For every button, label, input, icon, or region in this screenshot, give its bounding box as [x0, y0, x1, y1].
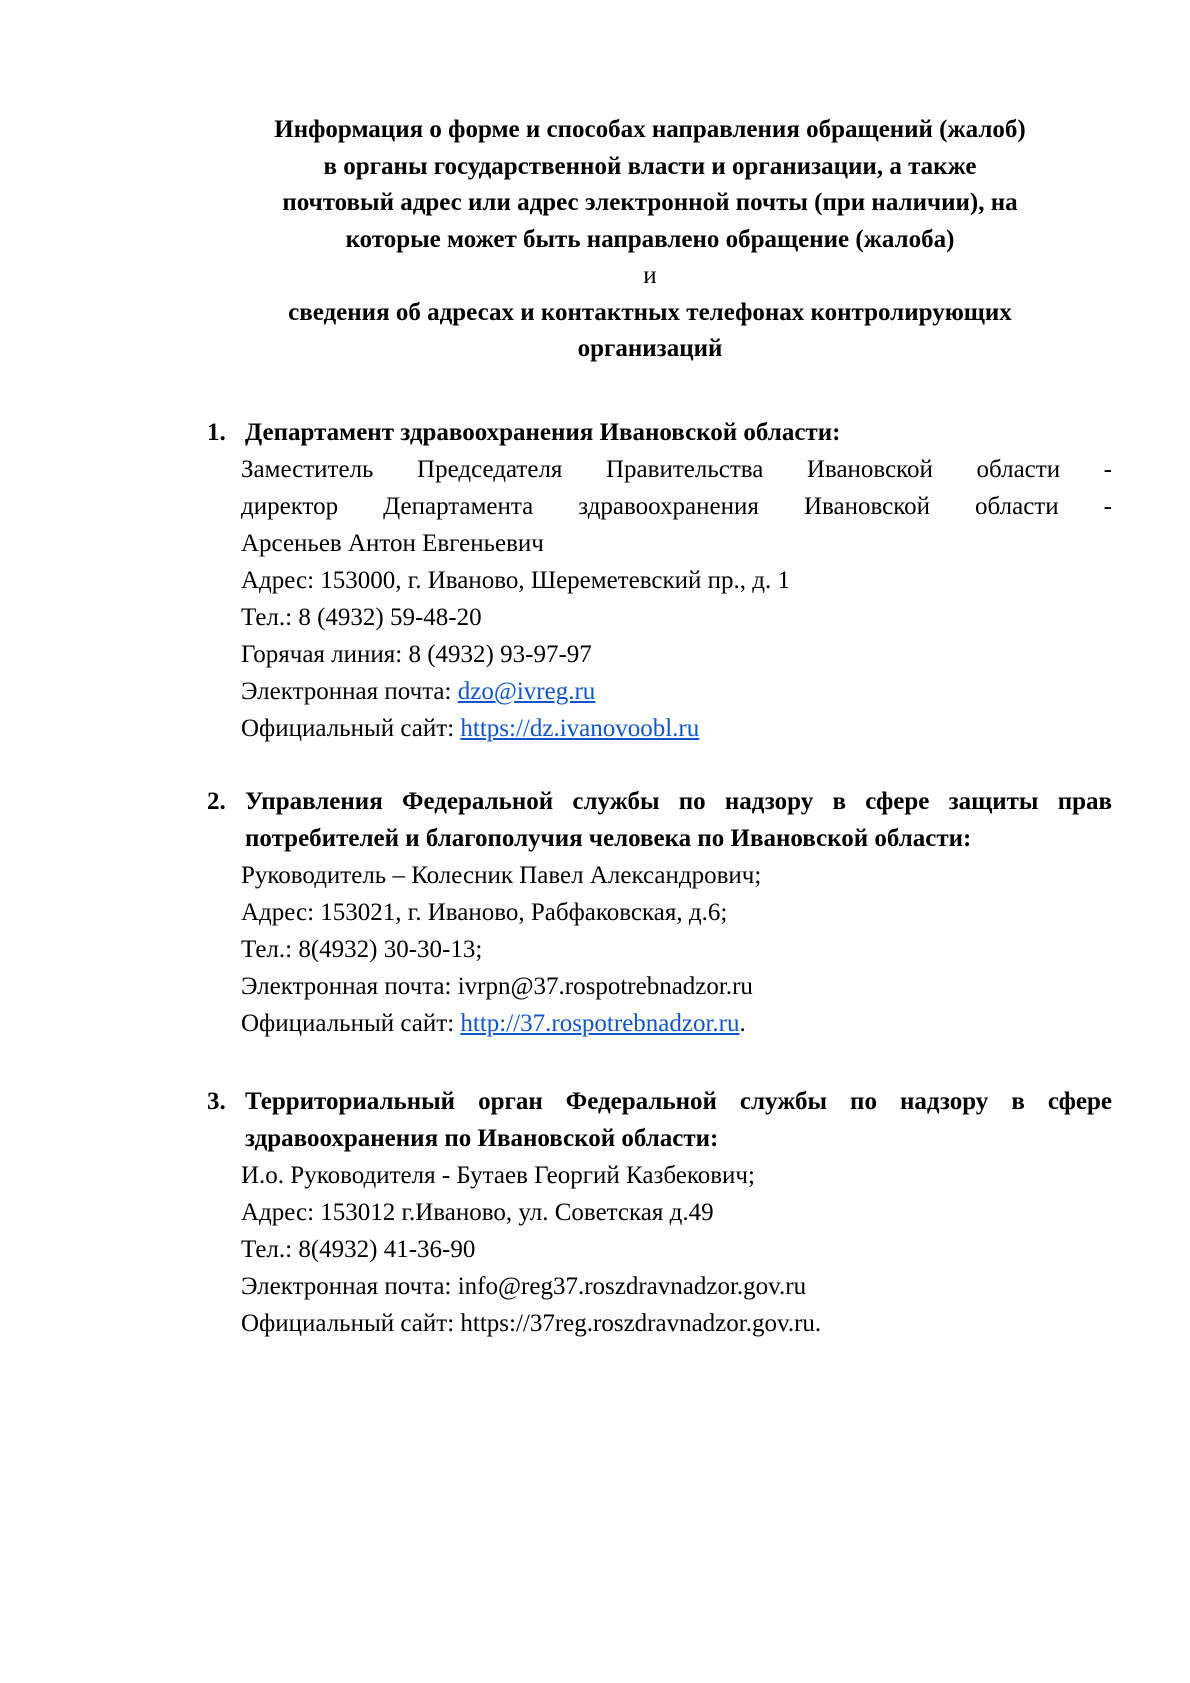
head-position-line-1: Заместитель Председателя Правительства Ивановской области -	[241, 456, 1112, 483]
head-name: Руководитель – Колесник Павел Александрович;	[241, 862, 762, 889]
subtitle-line-2: организаций	[577, 335, 723, 362]
section-roszdravnadzor	[207, 1083, 1112, 1342]
phone: Тел.: 8 (4932) 59-48-20	[241, 604, 482, 631]
title-line-2: в органы государственной власти и организации, а также	[323, 152, 977, 180]
section-number: 3.	[207, 1088, 226, 1115]
document-title	[200, 112, 1100, 368]
section-body	[241, 857, 1112, 1042]
site-label: Официальный сайт:	[241, 1010, 461, 1037]
section-title: Департамент здравоохранения Ивановской области:	[245, 419, 841, 446]
section-title: Управления Федеральной службы по надзору в сфере защиты прав потребителей и благополучия человека по Ивановской области:	[245, 788, 1112, 852]
email-link[interactable]: dzo@ivreg.ru	[457, 678, 596, 705]
site-suffix: .	[739, 1010, 746, 1037]
section-heading	[207, 414, 1112, 451]
site-link[interactable]: http://37.rospotrebnadzor.ru	[460, 1010, 740, 1037]
section-health-department	[207, 414, 1112, 747]
email-line	[241, 673, 1112, 710]
address: Адрес: 153000, г. Иваново, Шереметевский пр., д. 1	[241, 567, 790, 594]
section-rospotrebnadzor	[207, 783, 1112, 1042]
section-number: 1.	[207, 419, 226, 446]
section-heading	[207, 783, 1112, 857]
subtitle-line-1: сведения об адресах и контактных телефонах контролирующих	[288, 298, 1012, 326]
site-link[interactable]: https://dz.ivanovoobl.ru	[460, 715, 700, 742]
email-line: Электронная почта: info@reg37.roszdravnadzor.gov.ru	[241, 1273, 807, 1300]
site-line: Официальный сайт: https://37reg.roszdravnadzor.gov.ru.	[241, 1310, 822, 1337]
site-label: Официальный сайт:	[241, 715, 461, 742]
email-line: Электронная почта: ivrpn@37.rospotrebnadzor.ru	[241, 973, 753, 1000]
head-position-line-2: директор Департамента здравоохранения Ивановской области -	[241, 493, 1112, 520]
site-line	[241, 1005, 1112, 1042]
section-body	[241, 1157, 1112, 1342]
phone: Тел.: 8(4932) 41-36-90	[241, 1236, 476, 1263]
title-conjunction: и	[643, 262, 657, 289]
title-line-4: которые может быть направлено обращение (жалоба)	[345, 225, 955, 253]
site-line	[241, 710, 1112, 747]
section-body	[241, 451, 1112, 747]
title-line-1: Информация о форме и способах направления обращений (жалоб)	[274, 116, 1026, 143]
head-name: И.о. Руководителя - Бутаев Георгий Казбекович;	[241, 1162, 755, 1189]
head-name: Арсеньев Антон Евгеньевич	[241, 530, 544, 557]
section-number: 2.	[207, 788, 226, 815]
address: Адрес: 153021, г. Иваново, Рабфаковская, д.6;	[241, 899, 728, 926]
section-heading	[207, 1083, 1112, 1157]
phone: Тел.: 8(4932) 30-30-13;	[241, 936, 483, 963]
title-line-3: почтовый адрес или адрес электронной почты (при наличии), на	[282, 189, 1018, 216]
address: Адрес: 153012 г.Иваново, ул. Советская д.49	[241, 1199, 714, 1226]
email-label: Электронная почта:	[241, 678, 458, 705]
section-title: Территориальный орган Федеральной службы по надзору в сфере здравоохранения по Ивановской области:	[245, 1088, 1112, 1152]
hotline: Горячая линия: 8 (4932) 93-97-97	[241, 641, 592, 668]
